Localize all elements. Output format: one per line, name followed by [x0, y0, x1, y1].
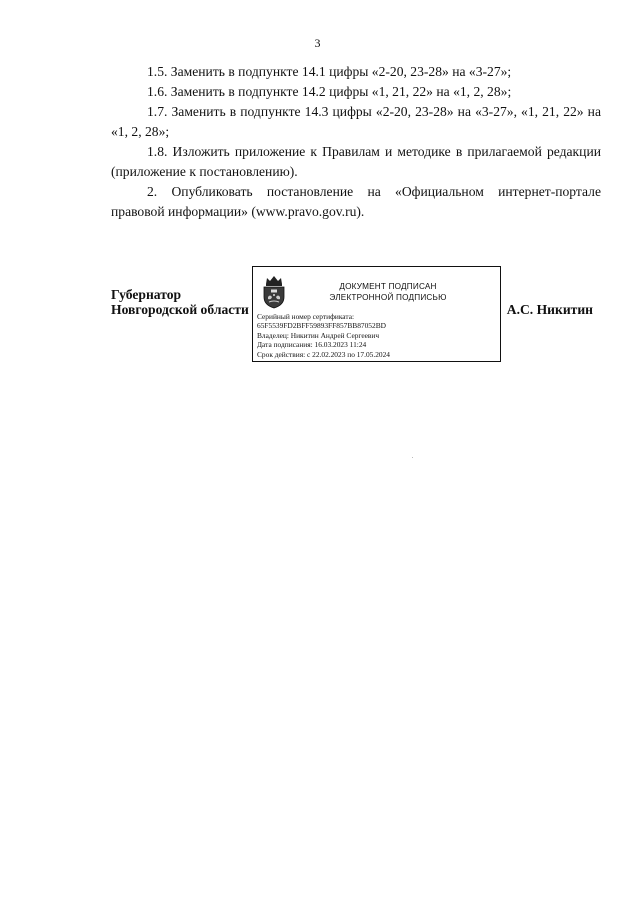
- signer-title: [111, 287, 249, 317]
- signing-date: Дата подписания: 16.03.2023 11:24: [257, 340, 367, 350]
- stamp-header-line2: ЭЛЕКТРОННОЙ ПОДПИСЬЮ: [329, 293, 447, 302]
- paragraph-1-8: 1.8. Изложить приложение к Правилам и методике в прилагаемой редакции (приложение к постановлению).: [111, 144, 601, 179]
- document-body: [111, 62, 601, 222]
- signer-title-line2: Новгородской области: [111, 302, 249, 317]
- paragraph-1-7: 1.7. Заменить в подпункте 14.3 цифры «2-20, 23-28» на «3-27», «1, 21, 22» на «1, 2, 28»;: [111, 104, 601, 139]
- electronic-signature-stamp: [252, 266, 501, 362]
- stamp-header: [293, 281, 483, 303]
- coat-of-arms-icon: [260, 275, 288, 309]
- certificate-serial: 65F5539FD2BFF59893FF857BB87052BD: [257, 321, 386, 331]
- certificate-owner: Владелец: Никитин Андрей Сергеевич: [257, 330, 380, 340]
- certificate-validity: Срок действия: с 22.02.2023 по 17.05.2024: [257, 349, 390, 359]
- signer-title-line1: Губернатор: [111, 287, 182, 302]
- paragraph-2: 2. Опубликовать постановление на «Официальном интернет-портале правовой информации» (www.pravo.gov.ru).: [111, 184, 601, 219]
- signature-block: [0, 261, 635, 361]
- stamp-details: [257, 312, 497, 359]
- paragraph-1-6: 1.6. Заменить в подпункте 14.2 цифры «1, 21, 22» на «1, 2, 28»;: [147, 84, 512, 99]
- paragraph-1-5: 1.5. Заменить в подпункте 14.1 цифры «2-20, 23-28» на «3-27»;: [147, 64, 512, 79]
- signer-name: А.С. Никитин: [506, 302, 593, 317]
- page-number: 3: [314, 36, 321, 50]
- scan-artifact: [412, 457, 413, 458]
- certificate-label: Серийный номер сертификата:: [257, 312, 355, 321]
- stamp-header-line1: ДОКУМЕНТ ПОДПИСАН: [339, 282, 437, 291]
